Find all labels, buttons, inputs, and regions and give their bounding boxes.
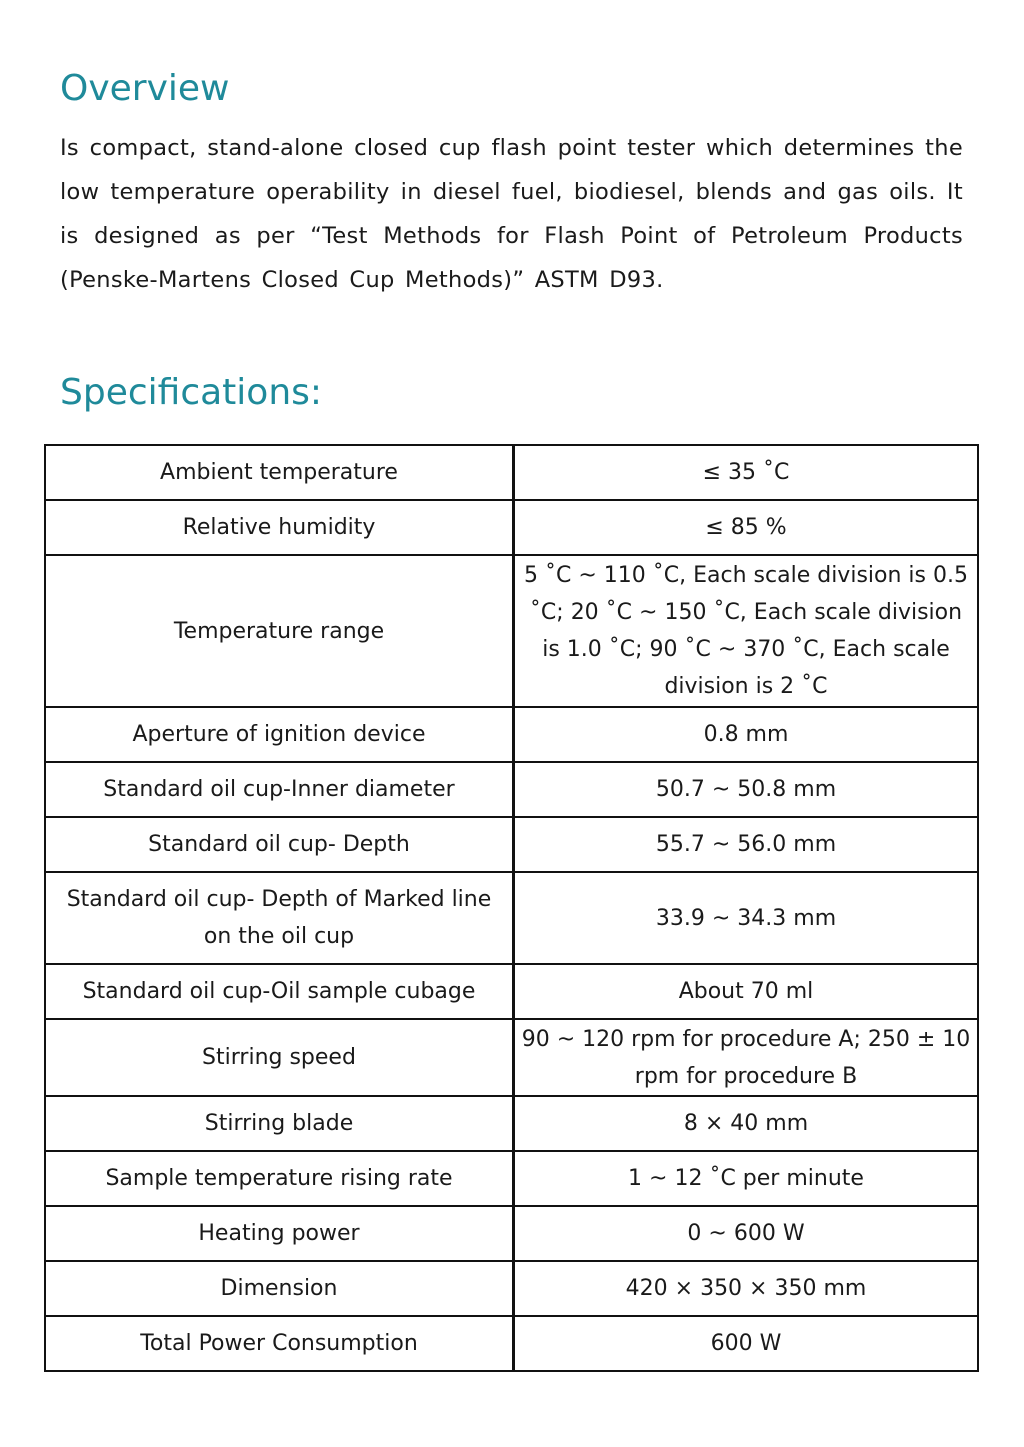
spec-label: Stirring speed (45, 1019, 514, 1096)
spec-row (45, 1096, 978, 1151)
spec-row (45, 445, 978, 500)
spec-label: Total Power Consumption (45, 1316, 514, 1371)
spec-value: 0.8 mm (514, 707, 979, 762)
specifications-table (44, 444, 979, 1372)
overview-heading: Overview (60, 68, 230, 109)
spec-value: ≤ 85 % (514, 500, 979, 555)
spec-row (45, 1316, 978, 1371)
spec-value: 55.7 ~ 56.0 mm (514, 817, 979, 872)
spec-row (45, 707, 978, 762)
spec-row (45, 964, 978, 1019)
spec-label: Sample temperature rising rate (45, 1151, 514, 1206)
spec-label: Aperture of ignition device (45, 707, 514, 762)
spec-row (45, 872, 978, 964)
spec-row (45, 1261, 978, 1316)
spec-label: Heating power (45, 1206, 514, 1261)
spec-row (45, 555, 978, 707)
spec-row (45, 1206, 978, 1261)
spec-label: Ambient temperature (45, 445, 514, 500)
overview-paragraph: Is compact, stand-alone closed cup flash point tester which determines the low temperature operability in diesel fuel, biodiesel, blends and gas oils. It is designed as per “Test Methods for Flash Point of Petroleum Products (Penske-Martens Closed Cup Methods)” ASTM D93. (60, 135, 963, 293)
spec-label: Standard oil cup- Depth (45, 817, 514, 872)
spec-value: ≤ 35 ˚C (514, 445, 979, 500)
spec-label: Standard oil cup- Depth of Marked line on the oil cup (45, 872, 514, 964)
spec-value: 600 W (514, 1316, 979, 1371)
spec-value: 1 ~ 12 ˚C per minute (514, 1151, 979, 1206)
spec-label: Stirring blade (45, 1096, 514, 1151)
spec-label: Relative humidity (45, 500, 514, 555)
spec-value: 5 ˚C ~ 110 ˚C, Each scale division is 0.5 ˚C; 20 ˚C ~ 150 ˚C, Each scale division is 1.0 ˚C; 90 ˚C ~ 370 ˚C, Each scale division is 2 ˚C (514, 555, 979, 707)
spec-value: 90 ~ 120 rpm for procedure A; 250 ± 10 rpm for procedure B (514, 1019, 979, 1096)
specifications-heading: Specifications: (60, 372, 323, 413)
spec-value: 420 × 350 × 350 mm (514, 1261, 979, 1316)
spec-label: Standard oil cup-Inner diameter (45, 762, 514, 817)
spec-label: Dimension (45, 1261, 514, 1316)
spec-value: 8 × 40 mm (514, 1096, 979, 1151)
spec-row (45, 1151, 978, 1206)
spec-value: 33.9 ~ 34.3 mm (514, 872, 979, 964)
spec-value: 50.7 ~ 50.8 mm (514, 762, 979, 817)
spec-row (45, 762, 978, 817)
spec-value: 0 ~ 600 W (514, 1206, 979, 1261)
spec-label: Standard oil cup-Oil sample cubage (45, 964, 514, 1019)
spec-label: Temperature range (45, 555, 514, 707)
spec-row (45, 1019, 978, 1096)
spec-value: About 70 ml (514, 964, 979, 1019)
spec-row (45, 500, 978, 555)
spec-row (45, 817, 978, 872)
